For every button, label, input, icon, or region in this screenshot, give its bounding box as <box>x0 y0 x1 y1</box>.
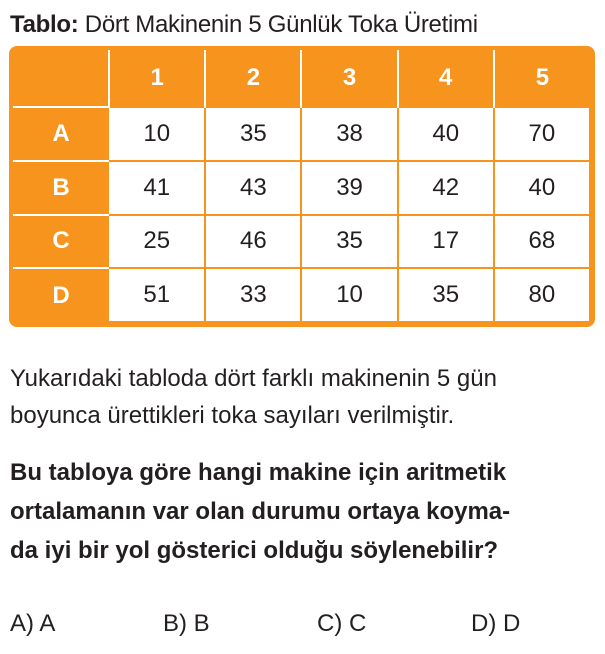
table-cell: 46 <box>205 215 301 269</box>
table-cell: 35 <box>301 215 397 269</box>
intro-line: boyunca ürettikleri toka sayıları verilmiştir. <box>10 402 455 429</box>
caption-label: Tablo: <box>10 11 79 38</box>
table-cell: 42 <box>398 161 494 215</box>
row-header-machine: B <box>13 161 109 215</box>
option-c[interactable]: C) C <box>317 610 367 637</box>
row-header-machine: A <box>13 107 109 161</box>
table-corner-cell <box>13 50 109 107</box>
table-cell: 35 <box>398 268 494 322</box>
table-row-machine-b <box>13 161 590 215</box>
column-header-day: 4 <box>398 50 494 107</box>
table-cell: 10 <box>109 107 205 161</box>
table-row-machine-d <box>13 268 590 322</box>
table-row-machine-c <box>13 215 590 269</box>
table-cell: 38 <box>301 107 397 161</box>
table-row-machine-a <box>13 107 590 161</box>
table-cell: 51 <box>109 268 205 322</box>
table-cell: 33 <box>205 268 301 322</box>
column-header-day: 1 <box>109 50 205 107</box>
question-line: da iyi bir yol gösterici olduğu söylenebilir? <box>10 537 499 564</box>
table-cell: 41 <box>109 161 205 215</box>
table-cell: 80 <box>494 268 590 322</box>
table-cell: 40 <box>398 107 494 161</box>
option-a[interactable]: A) A <box>10 610 56 637</box>
table-cell: 68 <box>494 215 590 269</box>
table-caption <box>10 10 478 40</box>
row-header-machine: D <box>13 268 109 322</box>
production-table-frame <box>9 46 595 327</box>
question-text <box>10 453 595 570</box>
question-line: ortalamanın var olan durumu ortaya koyma- <box>10 498 511 525</box>
intro-line: Yukarıdaki tabloda dört farklı makinenin 5 gün <box>10 365 497 392</box>
option-b[interactable]: B) B <box>163 610 210 637</box>
table-cell: 40 <box>494 161 590 215</box>
answer-options <box>10 610 595 646</box>
table-header-row <box>13 50 590 107</box>
table-cell: 17 <box>398 215 494 269</box>
column-header-day: 3 <box>301 50 397 107</box>
column-header-day: 5 <box>494 50 590 107</box>
table-cell: 35 <box>205 107 301 161</box>
intro-paragraph <box>10 360 595 434</box>
table-cell: 39 <box>301 161 397 215</box>
table-cell: 25 <box>109 215 205 269</box>
row-header-machine: C <box>13 215 109 269</box>
column-header-day: 2 <box>205 50 301 107</box>
caption-text: Dört Makinenin 5 Günlük Toka Üretimi <box>84 11 478 38</box>
production-table <box>13 50 591 323</box>
question-line: Bu tabloya göre hangi makine için aritmetik <box>10 459 507 486</box>
table-cell: 43 <box>205 161 301 215</box>
table-cell: 10 <box>301 268 397 322</box>
option-d[interactable]: D) D <box>471 610 521 637</box>
table-cell: 70 <box>494 107 590 161</box>
